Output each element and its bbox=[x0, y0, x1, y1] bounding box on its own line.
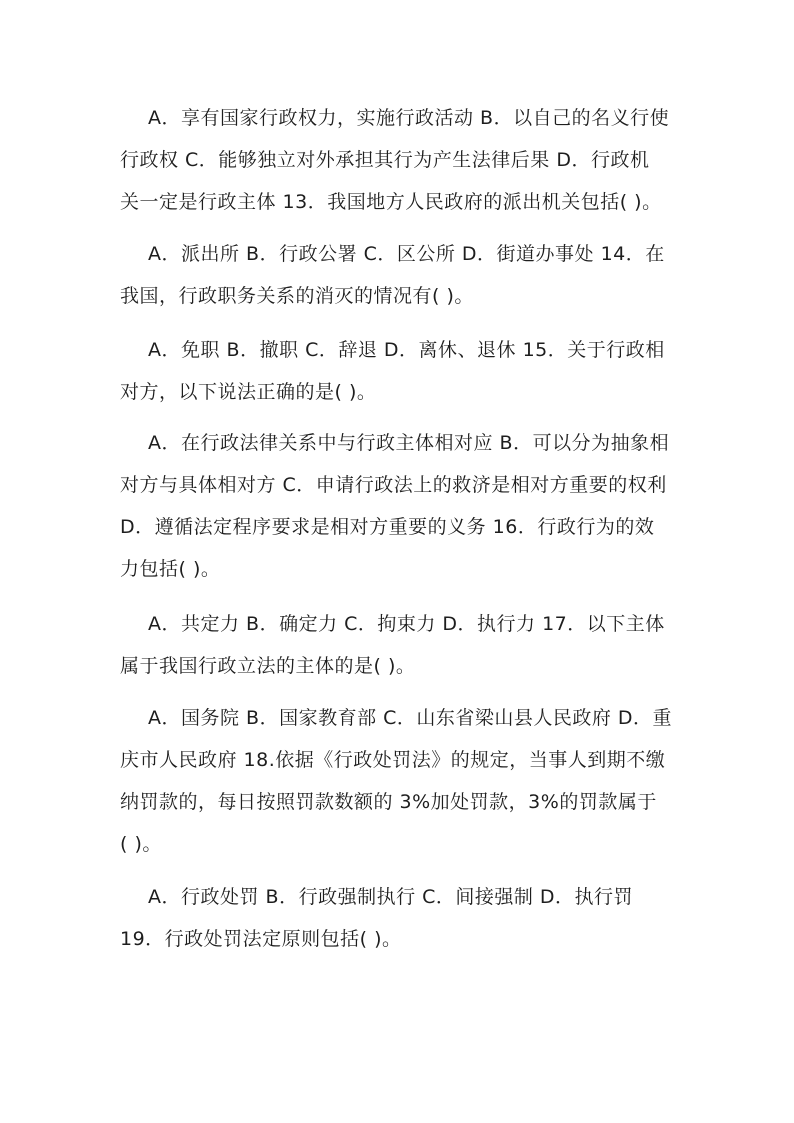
text-line: 我国，行政职务关系的消灭的情况有( )。 bbox=[120, 285, 474, 307]
text-line: 属于我国行政立法的主体的是( )。 bbox=[120, 655, 416, 677]
text-line: A．派出所 B．行政公署 C．区公所 D．街道办事处 14．在 bbox=[148, 243, 665, 265]
paragraph-question-18-options bbox=[120, 876, 680, 960]
text-line: A．行政处罚 B．行政强制执行 C．间接强制 D．执行罚 bbox=[148, 886, 634, 908]
text-line: A．国务院 B．国家教育部 C．山东省梁山县人民政府 D．重 bbox=[148, 707, 673, 729]
text-line: 纳罚款的，每日按照罚款数额的 3%加处罚款，3%的罚款属于 bbox=[120, 791, 657, 813]
paragraph-question-13-options bbox=[120, 233, 680, 317]
text-line: A．共定力 B．确定力 C．拘束力 D．执行力 17．以下主体 bbox=[148, 613, 665, 635]
text-line: 庆市人民政府 18.依据《行政处罚法》的规定，当事人到期不缴 bbox=[120, 749, 666, 771]
text-line: 对方，以下说法正确的是( )。 bbox=[120, 381, 377, 403]
text-line: 行政权 C．能够独立对外承担其行为产生法律后果 D．行政机 bbox=[120, 149, 650, 171]
paragraph-question-16-options bbox=[120, 603, 680, 687]
text-line: A．在行政法律关系中与行政主体相对应 B．可以分为抽象相 bbox=[148, 432, 670, 454]
text-line: D．遵循法定程序要求是相对方重要的义务 16．行政行为的效 bbox=[120, 516, 655, 538]
text-line: A．免职 B．撤职 C．辞退 D．离休、退休 15．关于行政相 bbox=[148, 339, 665, 361]
paragraph-question-14-options bbox=[120, 329, 680, 413]
text-line: 对方与具体相对方 C．申请行政法上的救济是相对方重要的权利 bbox=[120, 474, 667, 496]
paragraph-question-15-options bbox=[120, 422, 680, 590]
paragraph-question-12-options bbox=[120, 97, 680, 223]
paragraph-question-17-options bbox=[120, 697, 680, 865]
text-line: 力包括( )。 bbox=[120, 558, 221, 580]
text-line: A．享有国家行政权力，实施行政活动 B．以自己的名义行使 bbox=[148, 107, 670, 129]
text-line: 关一定是行政主体 13．我国地方人民政府的派出机关包括( )。 bbox=[120, 191, 662, 213]
text-line: ( )。 bbox=[120, 833, 162, 855]
text-line: 19．行政处罚法定原则包括( )。 bbox=[120, 928, 402, 950]
